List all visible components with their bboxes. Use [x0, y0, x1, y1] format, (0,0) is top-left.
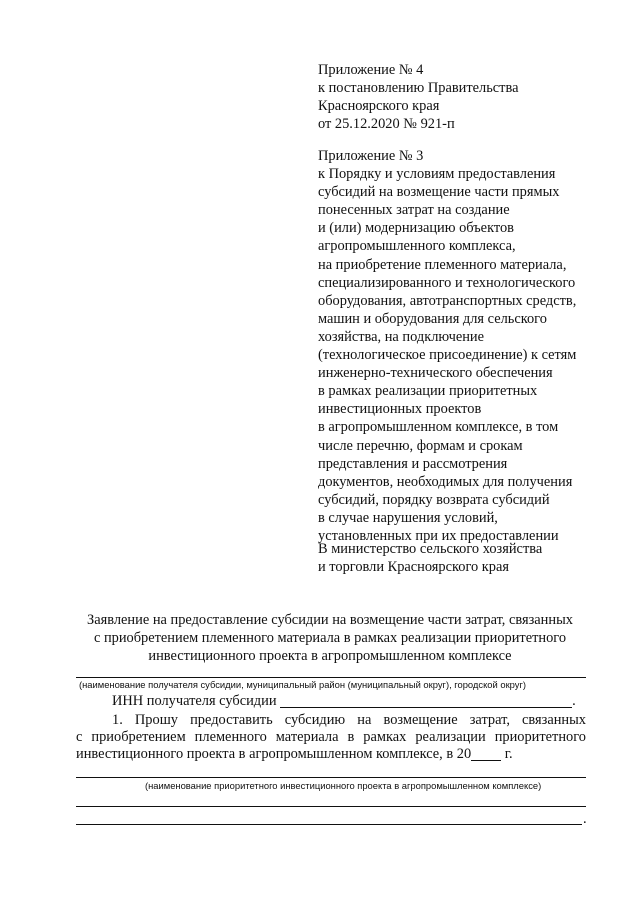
appendix-3-line: специализированного и технологического	[318, 274, 576, 291]
final-line-end: .	[583, 811, 587, 827]
paragraph-1-line: с приобретением племенного материала в рамках реализации приоритетного	[76, 729, 586, 745]
appendix-3-block	[318, 147, 576, 545]
paragraph-1-last-line	[76, 746, 513, 763]
appendix-3-line: хозяйства, на подключение	[318, 328, 484, 345]
application-title-line: с приобретением племенного материала в рамках реализации приоритетного	[93, 629, 567, 646]
appendix-3-line: в агропромышленном комплексе, в том	[318, 419, 559, 436]
year-field[interactable]	[471, 746, 501, 761]
appendix-4-line: к постановлению Правительства	[318, 80, 519, 97]
appendix-3-line: Приложение № 3	[318, 148, 424, 164]
project-caption: (наименование приоритетного инвестиционного проекта в агропромышленном комплексе)	[145, 780, 542, 791]
addressee-line: и торговли Красноярского края	[318, 559, 509, 576]
appendix-3-line: инвестиционных проектов	[318, 401, 482, 418]
appendix-3-line: оборудования, автотранспортных средств,	[318, 292, 577, 309]
appendix-4-line: Приложение № 4	[318, 62, 424, 78]
inn-end: .	[572, 693, 576, 709]
recipient-name-field[interactable]	[76, 677, 586, 678]
appendix-3-line: на приобретение племенного материала,	[318, 256, 567, 273]
recipient-caption: (наименование получателя субсидии, муниципальный район (муниципальный округ), городской округ)	[79, 679, 527, 690]
appendix-3-line: субсидий, порядку возврата субсидий	[318, 491, 550, 508]
inn-label: ИНН получателя субсидии	[112, 693, 277, 709]
appendix-3-line: к Порядку и условиям предоставления	[318, 166, 556, 183]
application-title-line: инвестиционного проекта в агропромышленном комплексе	[148, 647, 512, 664]
appendix-3-line: в рамках реализации приоритетных	[318, 383, 538, 400]
paragraph-1-line: 1. Прошу предоставить субсидию на возмещение затрат, связанных	[112, 712, 586, 728]
appendix-3-line: агропромышленного комплекса,	[318, 238, 516, 255]
appendix-3-line: установленных при их предоставлении	[318, 527, 559, 544]
appendix-3-line: документов, необходимых для получения	[318, 473, 573, 490]
project-name-field[interactable]	[76, 777, 586, 778]
appendix-3-line: числе перечню, формам и срокам	[318, 437, 523, 454]
inn-field[interactable]	[280, 693, 572, 708]
project-name-field-final[interactable]	[76, 824, 582, 825]
addressee-line: В министерство сельского хозяйства	[318, 541, 543, 557]
appendix-3-line: понесенных затрат на создание	[318, 202, 510, 219]
appendix-3-line: (технологическое присоединение) к сетям	[318, 347, 577, 364]
inn-line	[112, 693, 576, 710]
appendix-4-block	[318, 61, 518, 133]
paragraph-1-text: инвестиционного проекта в агропромышленном комплексе, в 20	[76, 746, 472, 762]
appendix-3-line: и (или) модернизацию объектов	[318, 220, 514, 237]
addressee-block	[318, 540, 542, 576]
appendix-3-line: представления и рассмотрения	[318, 455, 508, 472]
appendix-3-line: в случае нарушения условий,	[318, 509, 498, 526]
paragraph-1-year-suffix: г.	[504, 746, 513, 762]
appendix-3-line: машин и оборудования для сельского	[318, 310, 547, 327]
appendix-4-line: от 25.12.2020 № 921-п	[318, 116, 455, 133]
application-title	[60, 612, 600, 665]
project-name-field-continued[interactable]	[76, 806, 586, 807]
appendix-3-line: субсидий на возмещение части прямых	[318, 184, 560, 201]
application-title-line: Заявление на предоставление субсидии на возмещение части затрат, связанных	[87, 612, 573, 628]
appendix-4-line: Красноярского края	[318, 98, 440, 115]
appendix-3-line: инженерно-технического обеспечения	[318, 365, 553, 382]
